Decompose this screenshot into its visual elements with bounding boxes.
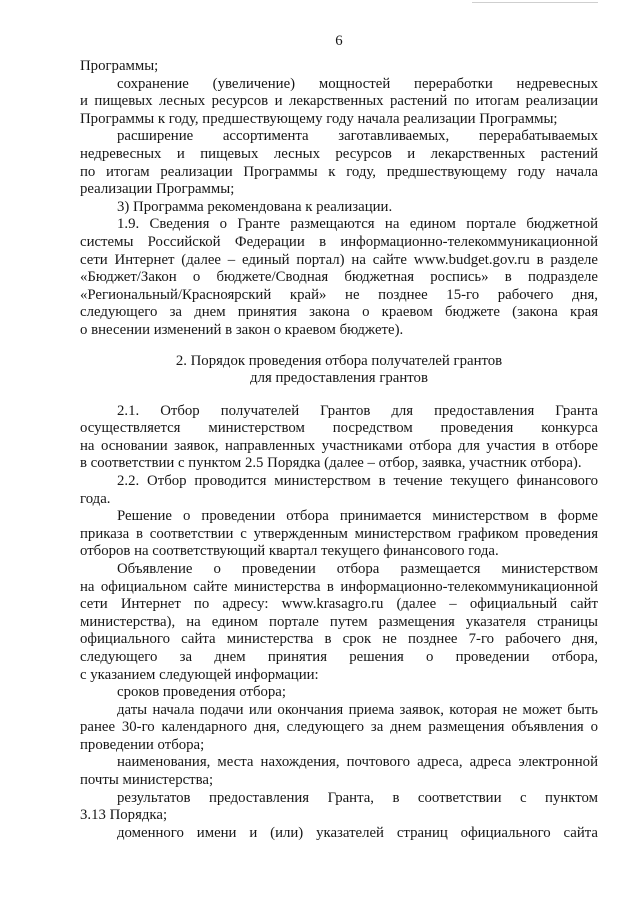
heading-line: для предоставления грантов — [250, 370, 428, 387]
text-line: системы Российской Федерации в информационно-телекоммуникационной — [80, 233, 598, 250]
text-line: Программы к году, предшествующему году начала реализации Программы; — [80, 110, 558, 127]
text-line: сети Интернет по адресу: www.krasagro.ru (далее – официальный сайт — [80, 596, 598, 613]
page-number: 6 — [335, 33, 343, 49]
text-line: по итогам реализации Программы к году, предшествующему году начала — [80, 163, 598, 180]
text-line: Программы; — [80, 58, 159, 74]
text-line: 1.9. Сведения о Гранте размещаются на едином портале бюджетной — [117, 216, 598, 233]
text-line: наименования, места нахождения, почтового адреса, адреса электронной — [117, 754, 598, 771]
text-line: на официальном сайте министерства в информационно-телекоммуникационной — [80, 578, 598, 595]
paragraph — [80, 754, 598, 789]
paragraph — [80, 199, 598, 217]
text-line: доменного имени и (или) указателей страниц официального сайта — [117, 824, 598, 841]
section-1-text — [80, 58, 598, 340]
text-line: приказа в соответствии с утвержденным министерством графиком проведения — [80, 525, 598, 542]
paragraph — [80, 76, 598, 129]
text-line: на основании заявок, направленных участниками отбора для участия в отборе — [80, 437, 598, 454]
paragraph — [80, 58, 598, 76]
text-line: 2.2. Отбор проводится министерством в течение текущего финансового — [117, 472, 598, 489]
text-line: официального сайта министерства в срок не позднее 7-го рабочего дня, — [80, 631, 598, 648]
text-line: сроков проведения отбора; — [117, 684, 286, 701]
paragraph — [80, 825, 598, 843]
text-line: почты министерства; — [80, 772, 214, 789]
text-line: расширение ассортимента заготавливаемых, перерабатываемых — [117, 128, 598, 145]
text-line: сохранение (увеличение) мощностей переработки недревесных — [117, 75, 598, 92]
text-line: осуществляется министерством посредством проведения конкурса — [80, 420, 598, 437]
text-line: Решение о проведении отбора принимается министерством в форме — [117, 508, 598, 525]
text-line: следующего за днем принятия закона о краевом бюджете (закона края — [80, 304, 598, 321]
text-line: года. — [80, 490, 111, 507]
text-line: 2.1. Отбор получателей Грантов для предоставления Гранта — [117, 402, 598, 419]
text-line: о внесении изменений в закон о краевом бюджете). — [80, 321, 404, 338]
section-2-text — [80, 403, 598, 843]
text-line: «Бюджет/Закон о бюджете/Сводная бюджетная роспись» в подразделе — [80, 269, 598, 286]
text-line: 3) Программа рекомендована к реализации. — [117, 198, 393, 215]
text-line: Объявление о проведении отбора размещается министерством — [117, 560, 598, 577]
paragraph — [80, 561, 598, 684]
text-line: следующего за днем принятия решения о проведении отбора, — [80, 648, 598, 665]
text-line: с указанием следующей информации: — [80, 666, 319, 683]
text-line: ранее 30-го календарного дня, следующего за днем размещения объявления о — [80, 719, 598, 736]
paragraph — [80, 684, 598, 702]
paragraph — [80, 790, 598, 825]
text-line: результатов предоставления Гранта, в соответствии с пунктом — [117, 789, 598, 806]
text-line: проведении отбора; — [80, 736, 205, 753]
paragraph — [80, 128, 598, 198]
paragraph — [80, 216, 598, 339]
text-line: в соответствии с пунктом 2.5 Порядка (далее – отбор, заявка, участник отбора). — [80, 455, 582, 472]
paragraph — [80, 403, 598, 473]
text-line: «Региональный/Красноярский край» не позднее 15-го рабочего дня, — [80, 286, 598, 303]
text-line: 3.13 Порядка; — [80, 807, 168, 824]
text-line: недревесных и пищевых лесных ресурсов и лекарственных растений — [80, 145, 598, 162]
paragraph — [80, 473, 598, 508]
paragraph — [80, 508, 598, 561]
paragraph — [80, 702, 598, 755]
text-line: и пищевых лесных ресурсов и лекарственных растений по итогам реализации — [80, 93, 598, 110]
text-line: министерства), на едином портале путем размещения указателя страницы — [80, 613, 598, 630]
text-line: даты начала подачи или окончания приема заявок, которая не может быть — [117, 701, 598, 718]
text-line: отборов на соответствующий квартал текущего финансового года. — [80, 543, 499, 560]
scan-edge-line — [472, 2, 598, 3]
section-heading — [80, 353, 598, 388]
text-line: сети Интернет (далее – единый портал) на сайте www.budget.gov.ru в разделе — [80, 251, 598, 268]
heading-line: 2. Порядок проведения отбора получателей грантов — [175, 352, 503, 369]
text-line: реализации Программы; — [80, 181, 235, 198]
